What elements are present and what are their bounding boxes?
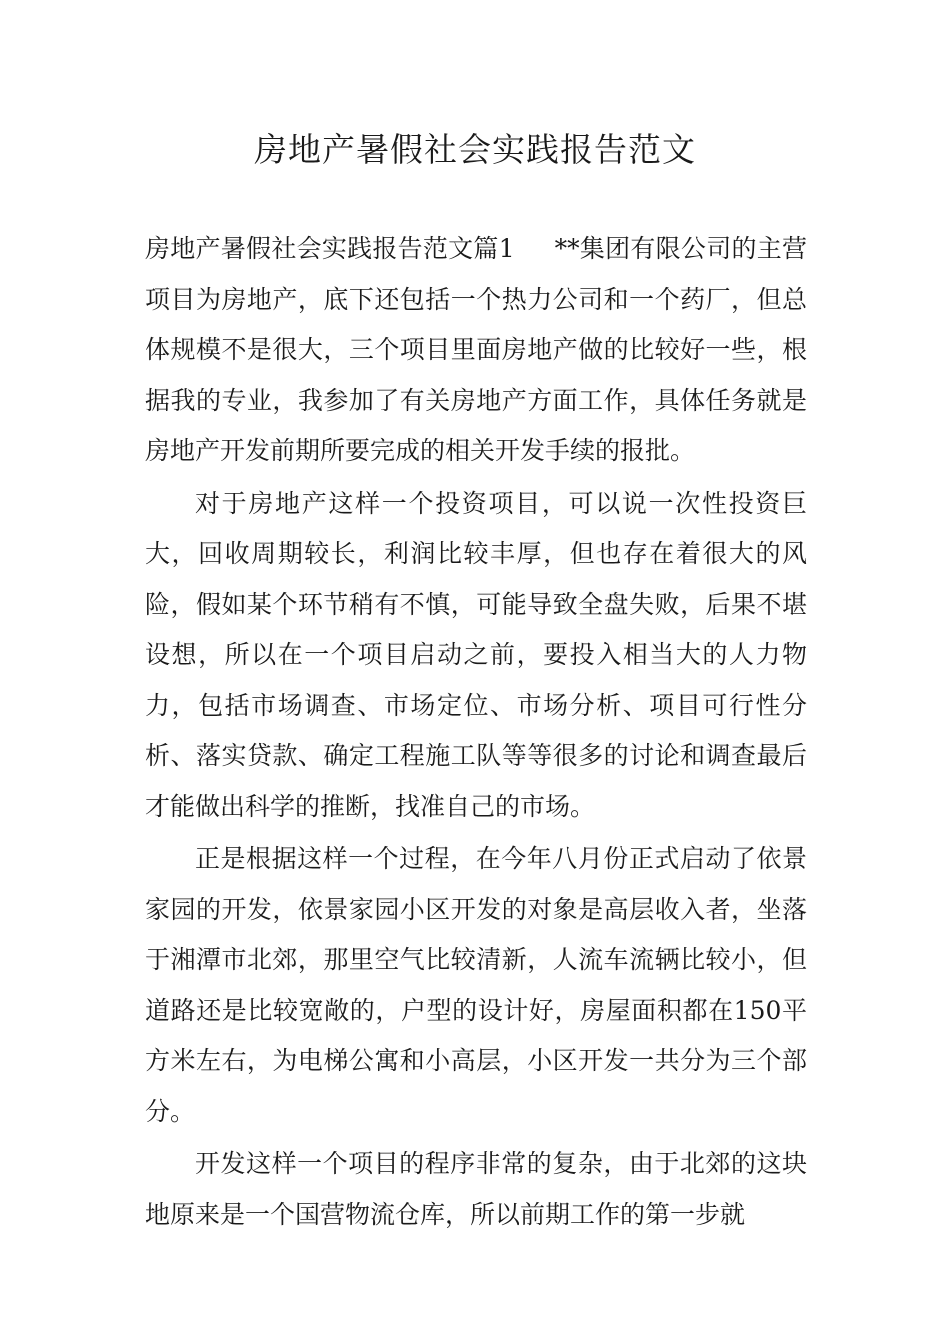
paragraph-3: 正是根据这样一个过程，在今年八月份正式启动了依景家园的开发，依景家园小区开发的对象是高层收入者，坐落于湘潭市北郊，那里空气比较清新，人流车流辆比较小，但道路还是比较宽敞的，户型的设计好，房屋面积都在150平方米左右，为电梯公寓和小高层，小区开发一共分为三个部分。 bbox=[145, 844, 807, 1126]
document-body bbox=[145, 224, 807, 1242]
section-heading: 房地产暑假社会实践报告范文篇1 bbox=[145, 234, 515, 263]
document-title: 房地产暑假社会实践报告范文 bbox=[254, 130, 696, 169]
paragraph-1 bbox=[145, 224, 807, 477]
paragraph-1-text: **集团有限公司的主营项目为房地产，底下还包括一个热力公司和一个药厂，但总体规模不是很大，三个项目里面房地产做的比较好一些，根据我的专业，我参加了有关房地产方面工作，具体任务就是房地产开发前期所要完成的相关开发手续的报批。 bbox=[145, 234, 807, 465]
paragraph-4: 开发这样一个项目的程序非常的复杂，由于北郊的这块地原来是一个国营物流仓库，所以前期工作的第一步就 bbox=[145, 1149, 807, 1229]
paragraph-2: 对于房地产这样一个投资项目，可以说一次性投资巨大，回收周期较长，利润比较丰厚，但也存在着很大的风险，假如某个环节稍有不慎，可能导致全盘失败，后果不堪设想，所以在一个项目启动之前，要投入相当大的人力物力，包括市场调查、市场定位、市场分析、项目可行性分析、落实贷款、确定工程施工队等等很多的讨论和调查最后才能做出科学的推断，找准自己的市场。 bbox=[145, 488, 807, 821]
